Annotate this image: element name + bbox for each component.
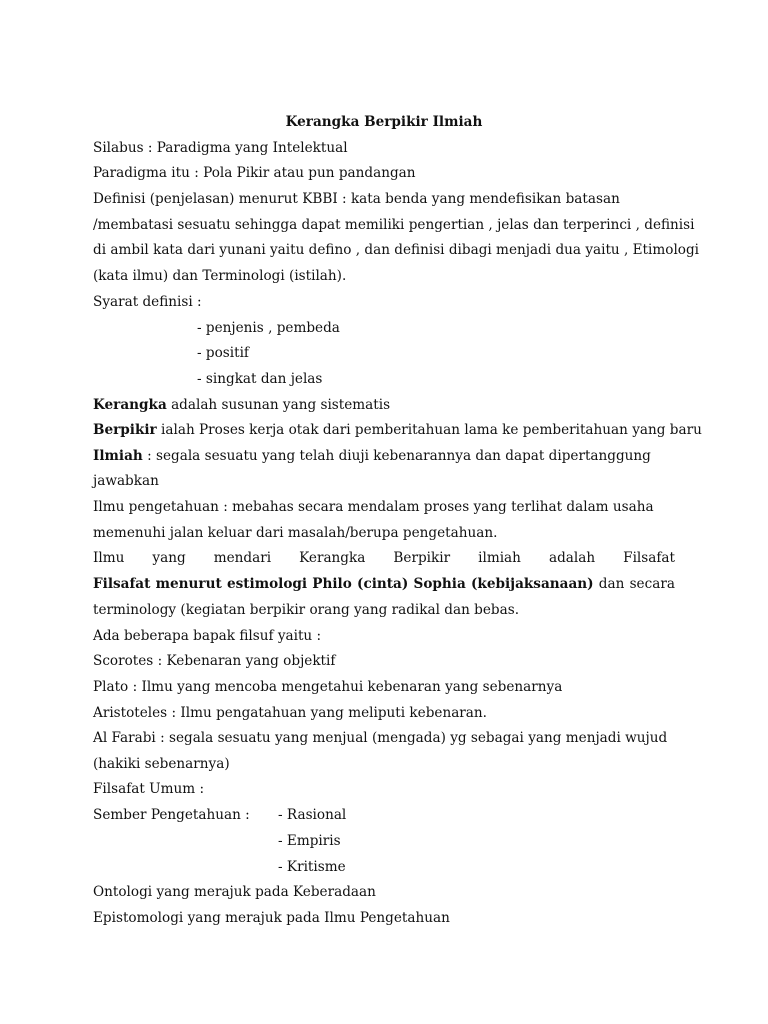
definisi-line-3: di ambil kata dari yunani yaitu defino , dan definisi dibagi menjadi dua yaitu , Etimologi <box>93 242 700 258</box>
filsuf-line: Al Farabi : segala sesuatu yang menjual (mengada) yg sebagai yang menjadi wujud <box>93 730 668 746</box>
word: adalah <box>548 550 596 566</box>
berpikir-text: ialah Proses kerja otak dari pemberitahuan lama ke pemberitahuan yang baru <box>156 422 702 438</box>
filsafat-umum-line: Filsafat Umum : <box>93 781 205 797</box>
bold-word: Filsafat <box>93 576 151 592</box>
sumber-item: - Rasional <box>278 807 347 823</box>
bold-word: (cinta) <box>357 576 409 592</box>
filsuf-line: Aristoteles : Ilmu pengatahuan yang meliputi kebenaran. <box>93 705 487 721</box>
bold-word: menurut <box>155 576 222 592</box>
word: Berpikir <box>393 550 451 566</box>
syarat-item: - singkat dan jelas <box>197 371 323 387</box>
word: Ilmu <box>93 550 125 566</box>
ilmiah-term: Ilmiah <box>93 448 143 464</box>
definisi-line-2: /membatasi sesuatu sehingga dapat memiliki pengertian , jelas dan terperinci , definisi <box>93 217 695 233</box>
ilmu-mendari-line <box>93 548 675 568</box>
syarat-item: - positif <box>197 345 249 361</box>
sumber-label: Sember Pengetahuan : <box>93 807 250 823</box>
bold-word: (kebijaksanaan) <box>470 576 594 592</box>
bold-word: Sophia <box>413 576 466 592</box>
bold-word: estimologi <box>226 576 308 592</box>
word: Filsafat <box>623 550 675 566</box>
ontologi-line: Ontologi yang merajuk pada Keberadaan <box>93 884 376 900</box>
kerangka-line <box>93 395 675 415</box>
word: mendari <box>213 550 272 566</box>
ilmiah-cont: jawabkan <box>93 473 159 489</box>
ilmu-pengetahuan-line-2: memenuhi jalan keluar dari masalah/berupa pengetahuan. <box>93 525 498 541</box>
ilmiah-text: : segala sesuatu yang telah diuji kebenarannya dan dapat dipertanggung <box>142 448 651 464</box>
filsuf-line: Plato : Ilmu yang mencoba mengetahui kebenaran yang sebenarnya <box>93 679 563 695</box>
word: Kerangka <box>299 550 366 566</box>
syarat-label: Syarat definisi : <box>93 294 202 310</box>
syarat-item: - penjenis , pembeda <box>197 320 340 336</box>
epistomologi-line: Epistomologi yang merajuk pada Ilmu Pengetahuan <box>93 910 450 926</box>
word: yang <box>152 550 186 566</box>
paradigma-line: Paradigma itu : Pola Pikir atau pun pandangan <box>93 165 416 181</box>
definisi-line-1: Definisi (penjelasan) menurut KBBI : kata benda yang mendefisikan batasan <box>93 191 620 207</box>
kerangka-term: Kerangka <box>93 397 167 413</box>
sumber-item: - Empiris <box>278 833 341 849</box>
filsuf-line: (hakiki sebenarnya) <box>93 756 230 772</box>
filsuf-line: Scorotes : Kebenaran yang objektif <box>93 653 336 669</box>
word: ilmiah <box>478 550 521 566</box>
ilmiah-line <box>93 446 675 466</box>
sumber-item: - Kritisme <box>278 859 346 875</box>
document-title: Kerangka Berpikir Ilmiah <box>285 114 483 130</box>
berpikir-line <box>93 420 702 440</box>
filsafat-estimologi-cont: terminology (kegiatan berpikir orang yang radikal dan bebas. <box>93 602 520 618</box>
kerangka-text: adalah susunan yang sistematis <box>166 397 391 413</box>
definisi-line-4: (kata ilmu) dan Terminologi (istilah). <box>93 268 347 284</box>
word: dan <box>598 576 625 592</box>
ilmu-pengetahuan-line-1: Ilmu pengetahuan : mebahas secara mendalam proses yang terlihat dalam usaha <box>93 499 654 515</box>
silabus-line: Silabus : Paradigma yang Intelektual <box>93 140 348 156</box>
bapak-filsuf-line: Ada beberapa bapak filsuf yaitu : <box>93 628 322 644</box>
bold-word: Philo <box>312 576 352 592</box>
filsafat-estimologi-line <box>93 574 675 594</box>
word: secara <box>629 576 675 592</box>
berpikir-term: Berpikir <box>93 422 157 438</box>
